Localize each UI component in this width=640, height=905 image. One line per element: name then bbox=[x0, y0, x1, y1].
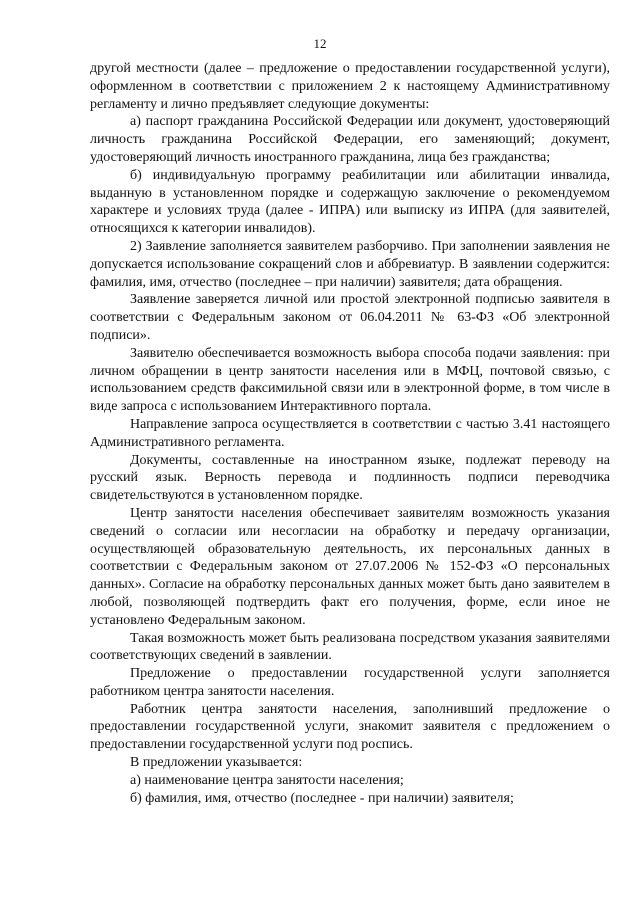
paragraph: Работник центра занятости населения, заполнивший предложение о предоставлении государственной услуги, знакомит заявителя с предложением о предоставлении государственной услуги под роспись. bbox=[90, 701, 610, 753]
document-body bbox=[90, 60, 610, 807]
paragraph: Центр занятости населения обеспечивает заявителям возможность указания сведений о согласии или несогласии на обработку и передачу организации, осуществляющей образовательную деятельность, их персональных данных в соответствии с Федеральным законом от 27.07.2006 № 152-ФЗ «О персональных данных». Согласие на обработку персональных данных может быть дано заявителем в любой, позволяющей подтвердить факт его получения, форме, если иное не установлено Федеральным законом. bbox=[90, 505, 610, 628]
list-item: б) фамилия, имя, отчество (последнее - при наличии) заявителя; bbox=[130, 790, 514, 806]
paragraph: В предложении указывается: bbox=[130, 755, 303, 771]
paragraph: б) индивидуальную программу реабилитации или абилитации инвалида, выданную в установленном порядке и содержащую заключение о рекомендуемом характере и условиях труда (далее - ИПРА) или выписку из ИПРА (для заявителей, относящихся к категории инвалидов). bbox=[90, 167, 610, 237]
paragraph: Такая возможность может быть реализована посредством указания заявителями соответствующих сведений в заявлении. bbox=[90, 630, 610, 664]
paragraph: Документы, составленные на иностранном языке, подлежат переводу на русский язык. Верность перевода и подлинность подписи переводчика свидетельствуются в установленном порядке. bbox=[90, 452, 610, 504]
paragraph: Предложение о предоставлении государственной услуги заполняется работником центра занятости населения. bbox=[90, 666, 610, 699]
page-number: 12 bbox=[313, 36, 327, 51]
paragraph: Заявление заверяется личной или простой электронной подписью заявителя в соответствии с Федеральным законом от 06.04.2011 № 63-ФЗ «Об электронной подписи». bbox=[90, 292, 610, 343]
paragraph: а) паспорт гражданина Российской Федерации или документ, удостоверяющий личность гражданина Российской Федерации, его заменяющий; документ, удостоверяющий личность иностранного гражданина, лица без гражданства; bbox=[90, 114, 610, 165]
paragraph: 2) Заявление заполняется заявителем разборчиво. При заполнении заявления не допускается использование сокращений слов и аббревиатур. В заявлении содержится: фамилия, имя, отчество (последнее – при наличии) заявителя; дата обращения. bbox=[90, 238, 610, 290]
list-item: а) наименование центра занятости населения; bbox=[130, 772, 404, 788]
paragraph: другой местности (далее – предложение о предоставлении государственной услуги), оформленном в соответствии с приложением 2 к настоящему Административному регламенту и лично предъявляет следующие документы: bbox=[90, 61, 610, 112]
paragraph: Заявителю обеспечивается возможность выбора способа подачи заявления: при личном обращении в центр занятости населения или в МФЦ, почтовой связью, с использованием средств факсимильной связи или в электронной форме, в том числе в виде запроса с использованием Интерактивного портала. bbox=[90, 345, 610, 415]
paragraph: Направление запроса осуществляется в соответствии с частью 3.41 настоящего Административного регламента. bbox=[90, 416, 610, 450]
